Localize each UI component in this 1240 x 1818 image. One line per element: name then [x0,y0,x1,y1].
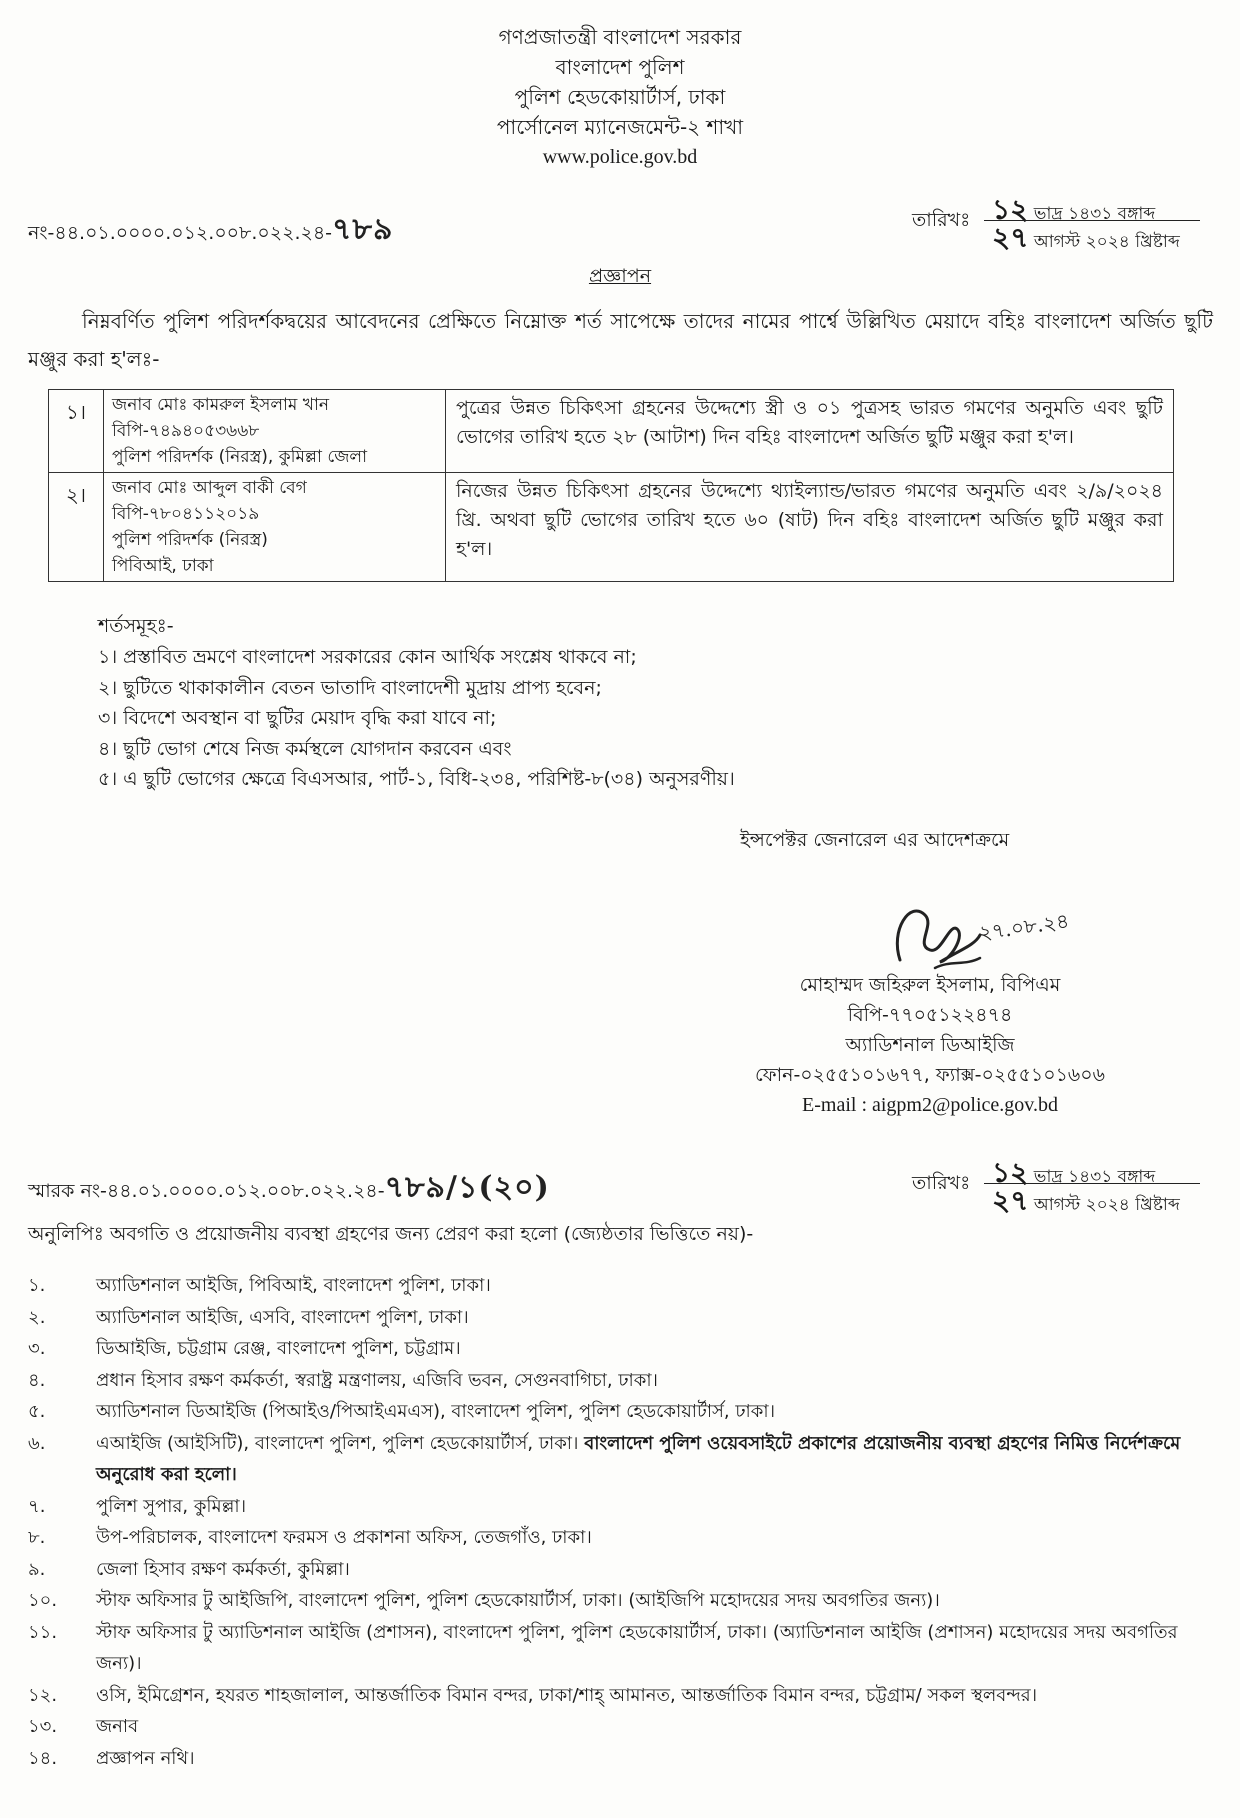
list-item-text [96,1365,1218,1397]
copy-intro: অনুলিপিঃ অবগতি ও প্রয়োজনীয় ব্যবস্থা গ্রহণের জন্য প্রেরণ করা হলো (জ্যেষ্ঠতার ভিত্তিতে নয়)- [28,1223,754,1245]
list-item-text [96,1428,1218,1491]
list-item-text [96,1711,1218,1743]
recipient-text: ডিআইজি, চট্টগ্রাম রেঞ্জ, বাংলাদেশ পুলিশ, চট্টগ্রাম। [96,1338,461,1359]
list-item [28,1743,1218,1775]
condition-item: ৫। এ ছুটি ভোগের ক্ষেত্রে বিএসআর, পার্ট-১, বিধি-২৩৪, পরিশিষ্ট-৮(৩৪) অনুসরণীয়। [98,768,735,790]
list-item-number: ৬. [28,1432,46,1454]
recipient-text: জেলা হিসাব রক্ষণ কর্মকর্তা, কুমিল্লা। [96,1558,350,1580]
list-item-number: ৫. [28,1401,46,1422]
svg-text:২৭.০৮.২৪: ২৭.০৮.২৪ [977,908,1071,945]
signatory-name: মোহাম্মদ জহিরুল ইসলাম, বিপিএম [799,974,1061,996]
conditions-list [98,642,735,795]
recipient-text: স্টাফ অফিসার টু অ্যাডিশনাল আইজি (প্রশাসন), বাংলাদেশ পুলিশ, পুলিশ হেডকোয়ার্টার্স, ঢাকা। (অ্যাডিশনাল আইজি (প্রশাসন) মহোদয়ের সদয় অবগতির জন্য)। [96,1621,1178,1674]
branch-name: পার্সোনেল ম্যানেজমেন্ট-২ শাখা [496,115,744,139]
recipient-text: স্টাফ অফিসার টু আইজিপি, বাংলাদেশ পুলিশ, পুলিশ হেডকোয়ার্টার্স, ঢাকা। (আইজিপি মহোদয়ের সদয় অবগতির জন্য)। [96,1590,940,1611]
row-serial: ১। [49,390,104,473]
order-authority: ইন্সপেক্টর জেনারেল এর আদেশক্রমে [740,829,1010,851]
recipient-text: ওসি, ইমিগ্রেশন, হযরত শাহজালাল, আন্তর্জাতিক বিমান বন্দর, ঢাকা/শাহ্ আমানত, আন্তর্জাতিক বিমান বন্দর, চট্টগ্রাম/ সকল স্থলবন্দর। [96,1684,1038,1706]
list-item-text [96,1270,1218,1302]
condition-item: ৪। ছুটি ভোগ শেষে নিজ কর্মস্থলে যোগদান করবেন এবং [98,737,512,760]
memo-reference-number [28,1163,550,1214]
list-item-text [96,1522,1218,1554]
date-label: তারিখঃ [912,1172,971,1194]
leave-description: পুত্রের উন্নত চিকিৎসা গ্রহনের উদ্দেশ্যে স্ত্রী ও ০১ পুত্রসহ ভারত গমণের অনুমতি এবং ছুটি ভোগের তারিখ হতে ২৮ (আটাশ) দিন বহিঃ বাংলাদেশ অর্জিত ছুটি মঞ্জুর করা হ'ল। [446,390,1174,473]
handwritten-signature [880,890,1071,980]
recipient-text: পুলিশ সুপার, কুমিল্লা। [96,1495,247,1517]
department-name: বাংলাদেশ পুলিশ [555,55,685,79]
person-bp: বিপি-৭৮০৪১১২০১৯ [112,504,260,524]
list-item-number: ৭. [28,1495,46,1517]
list-item-text [96,1491,1218,1523]
leave-grant-table [48,389,1174,582]
list-item [28,1680,1218,1712]
list-item-text [96,1554,1218,1586]
list-item-text [96,1333,1218,1365]
notice-intro: নিম্নবর্ণিত পুলিশ পরিদর্শকদ্বয়ের আবেদনের প্রেক্ষিতে নিম্নোক্ত শর্ত সাপেক্ষে তাদের নামের পার্শ্বে উল্লিখিত মেয়াদে বহিঃ বাংলাদেশ অর্জিত ছুটি মঞ্জুর করা হ'লঃ- [28,309,1213,371]
memo-date [912,192,1212,254]
list-item [28,1554,1218,1586]
person-name: জনাব মোঃ আব্দুল বাকী বেগ [112,478,307,498]
list-item [28,1365,1218,1397]
recipient-text: জনাব [96,1716,139,1737]
signatory-bp: বিপি-৭৭০৫১২২৪৭৪ [847,1004,1013,1026]
memo-number-handwritten: ৭৮৯ [332,212,394,247]
copy-recipient-list [28,1270,1218,1774]
memo-number [28,205,394,256]
letterhead [0,22,1240,172]
signatory-block [720,970,1140,1120]
list-item-number: ৯. [28,1558,46,1580]
person-unit: পিবিআই, ঢাকা [112,556,214,576]
signatory-designation: অ্যাডিশনাল ডিআইজি [845,1034,1015,1056]
list-item-number: ১১. [28,1621,58,1643]
list-item-text [96,1680,1218,1712]
list-item-number: ১৩. [28,1716,58,1737]
date-bangla: ভাদ্র ১৪৩১ বঙ্গাব্দ [1033,204,1156,224]
memo-number-text: নং-৪৪.০১.০০০০.০১২.০০৮.০২২.২৪- [28,222,333,244]
list-item-number: ১২. [28,1684,58,1706]
list-item-number: ৮. [28,1527,46,1548]
memo-reference-handwritten: ৭৮৯/১(২০) [384,1170,550,1205]
list-item-number: ১৪. [28,1747,58,1769]
table-row [49,473,1174,582]
list-item [28,1302,1218,1334]
person-details [104,473,446,582]
memo-reference-text: স্মারক নং-৪৪.০১.০০০০.০১২.০০৮.০২২.২৪- [28,1180,385,1202]
person-rank: পুলিশ পরিদর্শক (নিরস্ত্র) [112,530,268,550]
list-item-text [96,1617,1218,1680]
government-name: গণপ্রজাতন্ত্রী বাংলাদেশ সরকার [498,25,742,49]
recipient-text: উপ-পরিচালক, বাংলাদেশ ফরমস ও প্রকাশনা অফিস, তেজগাঁও, ঢাকা। [96,1527,592,1548]
table-row [49,390,1174,473]
date-bangla: ভাদ্র ১৪৩১ বঙ্গাব্দ [1033,1167,1156,1187]
list-item-number: ৪. [28,1369,46,1391]
list-item-text [96,1302,1218,1334]
memo-reference-date [912,1155,1212,1217]
notice-title: প্রজ্ঞাপন [588,265,652,287]
list-item-number: ১০. [28,1590,58,1611]
list-item [28,1522,1218,1554]
recipient-text: অ্যাডিশনাল আইজি, পিবিআই, বাংলাদেশ পুলিশ, ঢাকা। [96,1275,491,1296]
list-item-number: ২. [28,1306,46,1328]
recipient-text: অ্যাডিশনাল আইজি, এসবি, বাংলাদেশ পুলিশ, ঢাকা। [96,1306,469,1328]
date-label: তারিখঃ [912,209,971,231]
recipient-text: অ্যাডিশনাল ডিআইজি (পিআইও/পিআইএমএস), বাংলাদেশ পুলিশ, পুলিশ হেডকোয়ার্টার্স, ঢাকা। [96,1401,776,1422]
list-item [28,1491,1218,1523]
recipient-text: এআইজি (আইসিটি), বাংলাদেশ পুলিশ, পুলিশ হেডকোয়ার্টার্স, ঢাকা। [96,1432,585,1454]
date-bangla-day: ১২ [992,193,1029,226]
list-item [28,1617,1218,1680]
recipient-text: প্রধান হিসাব রক্ষণ কর্মকর্তা, স্বরাষ্ট্র মন্ত্রণালয়, এজিবি ভবন, সেগুনবাগিচা, ঢাকা। [96,1369,658,1391]
condition-item: ১। প্রস্তাবিত ভ্রমণে বাংলাদেশ সরকারের কোন আর্থিক সংশ্লেষ থাকবে না; [98,646,637,668]
signatory-email[interactable]: E-mail : aigpm2@police.gov.bd [802,1094,1058,1116]
office-name: পুলিশ হেডকোয়ার্টার্স, ঢাকা [514,85,726,109]
website-link[interactable]: www.police.gov.bd [542,146,698,168]
list-item [28,1270,1218,1302]
list-item-number: ১. [28,1275,46,1296]
list-item-number: ৩. [28,1338,46,1359]
condition-item: ২। ছুটিতে থাকাকালীন বেতন ভাতাদি বাংলাদেশী মুদ্রায় প্রাপ্য হবেন; [98,676,602,699]
list-item-text [96,1585,1218,1617]
list-item-text [96,1396,1218,1428]
recipient-request: বাংলাদেশ পুলিশ ওয়েবসাইটে প্রকাশের প্রয়োজনীয় ব্যবস্থা গ্রহণের নিমিত্ত নির্দেশক্রমে অনুরোধ করা হলো। [96,1432,1181,1485]
person-name: জনাব মোঃ কামরুল ইসলাম খান [112,395,330,415]
leave-description: নিজের উন্নত চিকিৎসা গ্রহনের উদ্দেশ্যে থ্যাইল্যান্ড/ভারত গমণের অনুমতি এবং ২/৯/২০২৪ খ্রি. অথবা ছুটি ভোগের তারিখ হতে ৬০ (ষাট) দিন বহিঃ বাংলাদেশ অর্জিত ছুটি মঞ্জুর করা হ'ল। [446,473,1174,582]
date-bangla-day: ১২ [992,1156,1029,1189]
list-item [28,1711,1218,1743]
condition-item: ৩। বিদেশে অবস্থান বা ছুটির মেয়াদ বৃদ্ধি করা যাবে না; [98,707,497,729]
date-english-day: ২৭ [992,221,1029,254]
list-item [28,1585,1218,1617]
date-english: আগস্ট ২০২৪ খ্রিষ্টাব্দ [1033,1195,1180,1215]
list-item [28,1396,1218,1428]
list-item [28,1428,1218,1491]
recipient-text: প্রজ্ঞাপন নথি। [96,1747,195,1769]
list-item [28,1333,1218,1365]
person-details [104,390,446,473]
person-bp: বিপি-৭৪৯৪০৫৩৬৬৮ [112,421,260,441]
date-english-day: ২৭ [992,1184,1029,1217]
signatory-contact: ফোন-০২৫৫১০১৬৭৭, ফ্যাক্স-০২৫৫১০১৬০৬ [755,1064,1105,1086]
date-english: আগস্ট ২০২৪ খ্রিষ্টাব্দ [1033,232,1180,252]
person-rank: পুলিশ পরিদর্শক (নিরস্ত্র), কুমিল্লা জেলা [112,447,368,467]
conditions-title: শর্তসমূহঃ- [98,615,174,637]
row-serial: ২। [49,473,104,582]
list-item-text [96,1743,1218,1775]
